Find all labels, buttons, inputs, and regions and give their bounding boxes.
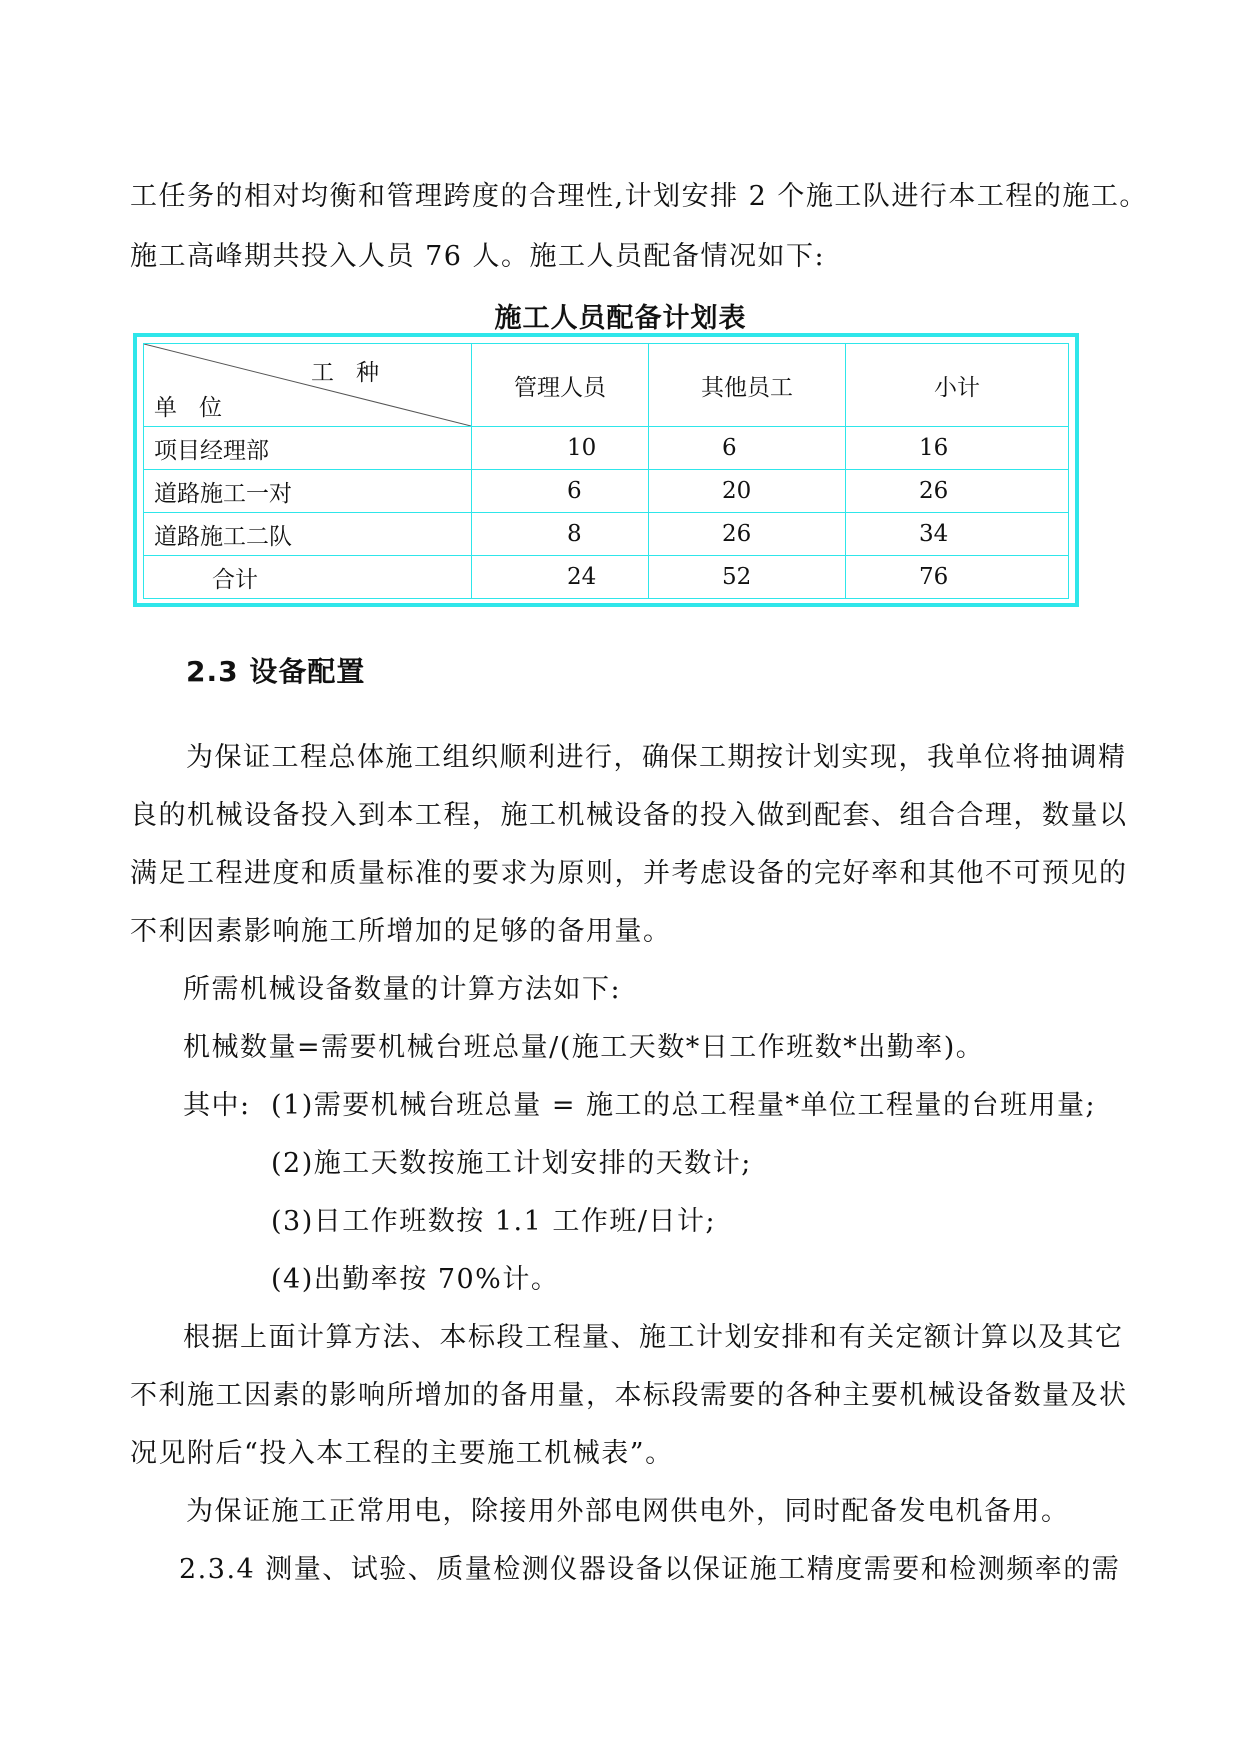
diagonal-top-label: 工种 [311,360,401,386]
total-other: 52 [649,556,846,599]
row-other: 26 [649,513,846,556]
row-other: 6 [649,427,846,470]
paragraph-line: 满足工程进度和质量标准的要求为原则，并考虑设备的完好率和其他不可预见的 [130,858,1128,889]
table-row [144,470,1069,513]
intro-line-1: 工任务的相对均衡和管理跨度的合理性,计划安排 2 个施工队进行本工程的施工。 [130,181,1148,212]
paragraph-line: 良的机械设备投入到本工程，施工机械设备的投入做到配套、组合合理，数量以 [130,800,1128,831]
row-subtotal: 16 [846,427,1069,470]
list-item: (3)日工作班数按 1.1 工作班/日计; [271,1206,717,1237]
header-management: 管理人员 [472,344,649,427]
row-unit: 项目经理部 [144,427,472,470]
paragraph-line: 2.3.4 测量、试验、质量检测仪器设备以保证施工精度需要和检测频率的需 [179,1554,1121,1585]
total-management: 24 [472,556,649,599]
row-other: 20 [649,470,846,513]
total-subtotal: 76 [846,556,1069,599]
header-other-staff: 其他员工 [649,344,846,427]
table-title: 施工人员配备计划表 [494,303,747,334]
row-unit: 道路施工二队 [144,513,472,556]
row-subtotal: 26 [846,470,1069,513]
row-management: 6 [472,470,649,513]
row-management: 8 [472,513,649,556]
formula-line: 机械数量=需要机械台班总量/(施工天数*日工作班数*出勤率)。 [183,1032,985,1063]
paragraph-line: 不利施工因素的影响所增加的备用量，本标段需要的各种主要机械设备数量及状 [130,1380,1128,1411]
paragraph-line: 所需机械设备数量的计算方法如下: [183,974,622,1005]
section-heading: 2.3 设备配置 [186,655,366,688]
list-item: (4)出勤率按 70%计。 [271,1264,560,1295]
row-management: 10 [472,427,649,470]
table-row [144,513,1069,556]
table-header-row [144,344,1069,427]
diagonal-bottom-label: 单位 [154,395,244,421]
paragraph-line: 况见附后“投入本工程的主要施工机械表”。 [130,1438,674,1469]
paragraph-line: 根据上面计算方法、本标段工程量、施工计划安排和有关定额计算以及其它 [183,1322,1124,1353]
diagonal-header-cell [144,344,472,427]
paragraph-line: 为保证施工正常用电，除接用外部电网供电外，同时配备发电机备用。 [186,1496,1070,1527]
intro-line-2: 施工高峰期共投入人员 76 人。施工人员配备情况如下: [130,241,826,272]
paragraph-line: 不利因素影响施工所增加的足够的备用量。 [130,916,672,947]
header-subtotal: 小计 [846,344,1069,427]
table-total-row [144,556,1069,599]
staffing-table [143,343,1069,599]
list-prefix: 其中: [183,1090,251,1121]
row-unit: 道路施工一对 [144,470,472,513]
paragraph-line: 为保证工程总体施工组织顺利进行，确保工期按计划实现，我单位将抽调精 [186,742,1127,773]
list-item: (2)施工天数按施工计划安排的天数计; [271,1148,752,1179]
row-subtotal: 34 [846,513,1069,556]
list-item: (1)需要机械台班总量 = 施工的总工程量*单位工程量的台班用量; [271,1090,1097,1121]
total-label: 合计 [144,556,472,599]
table-row [144,427,1069,470]
